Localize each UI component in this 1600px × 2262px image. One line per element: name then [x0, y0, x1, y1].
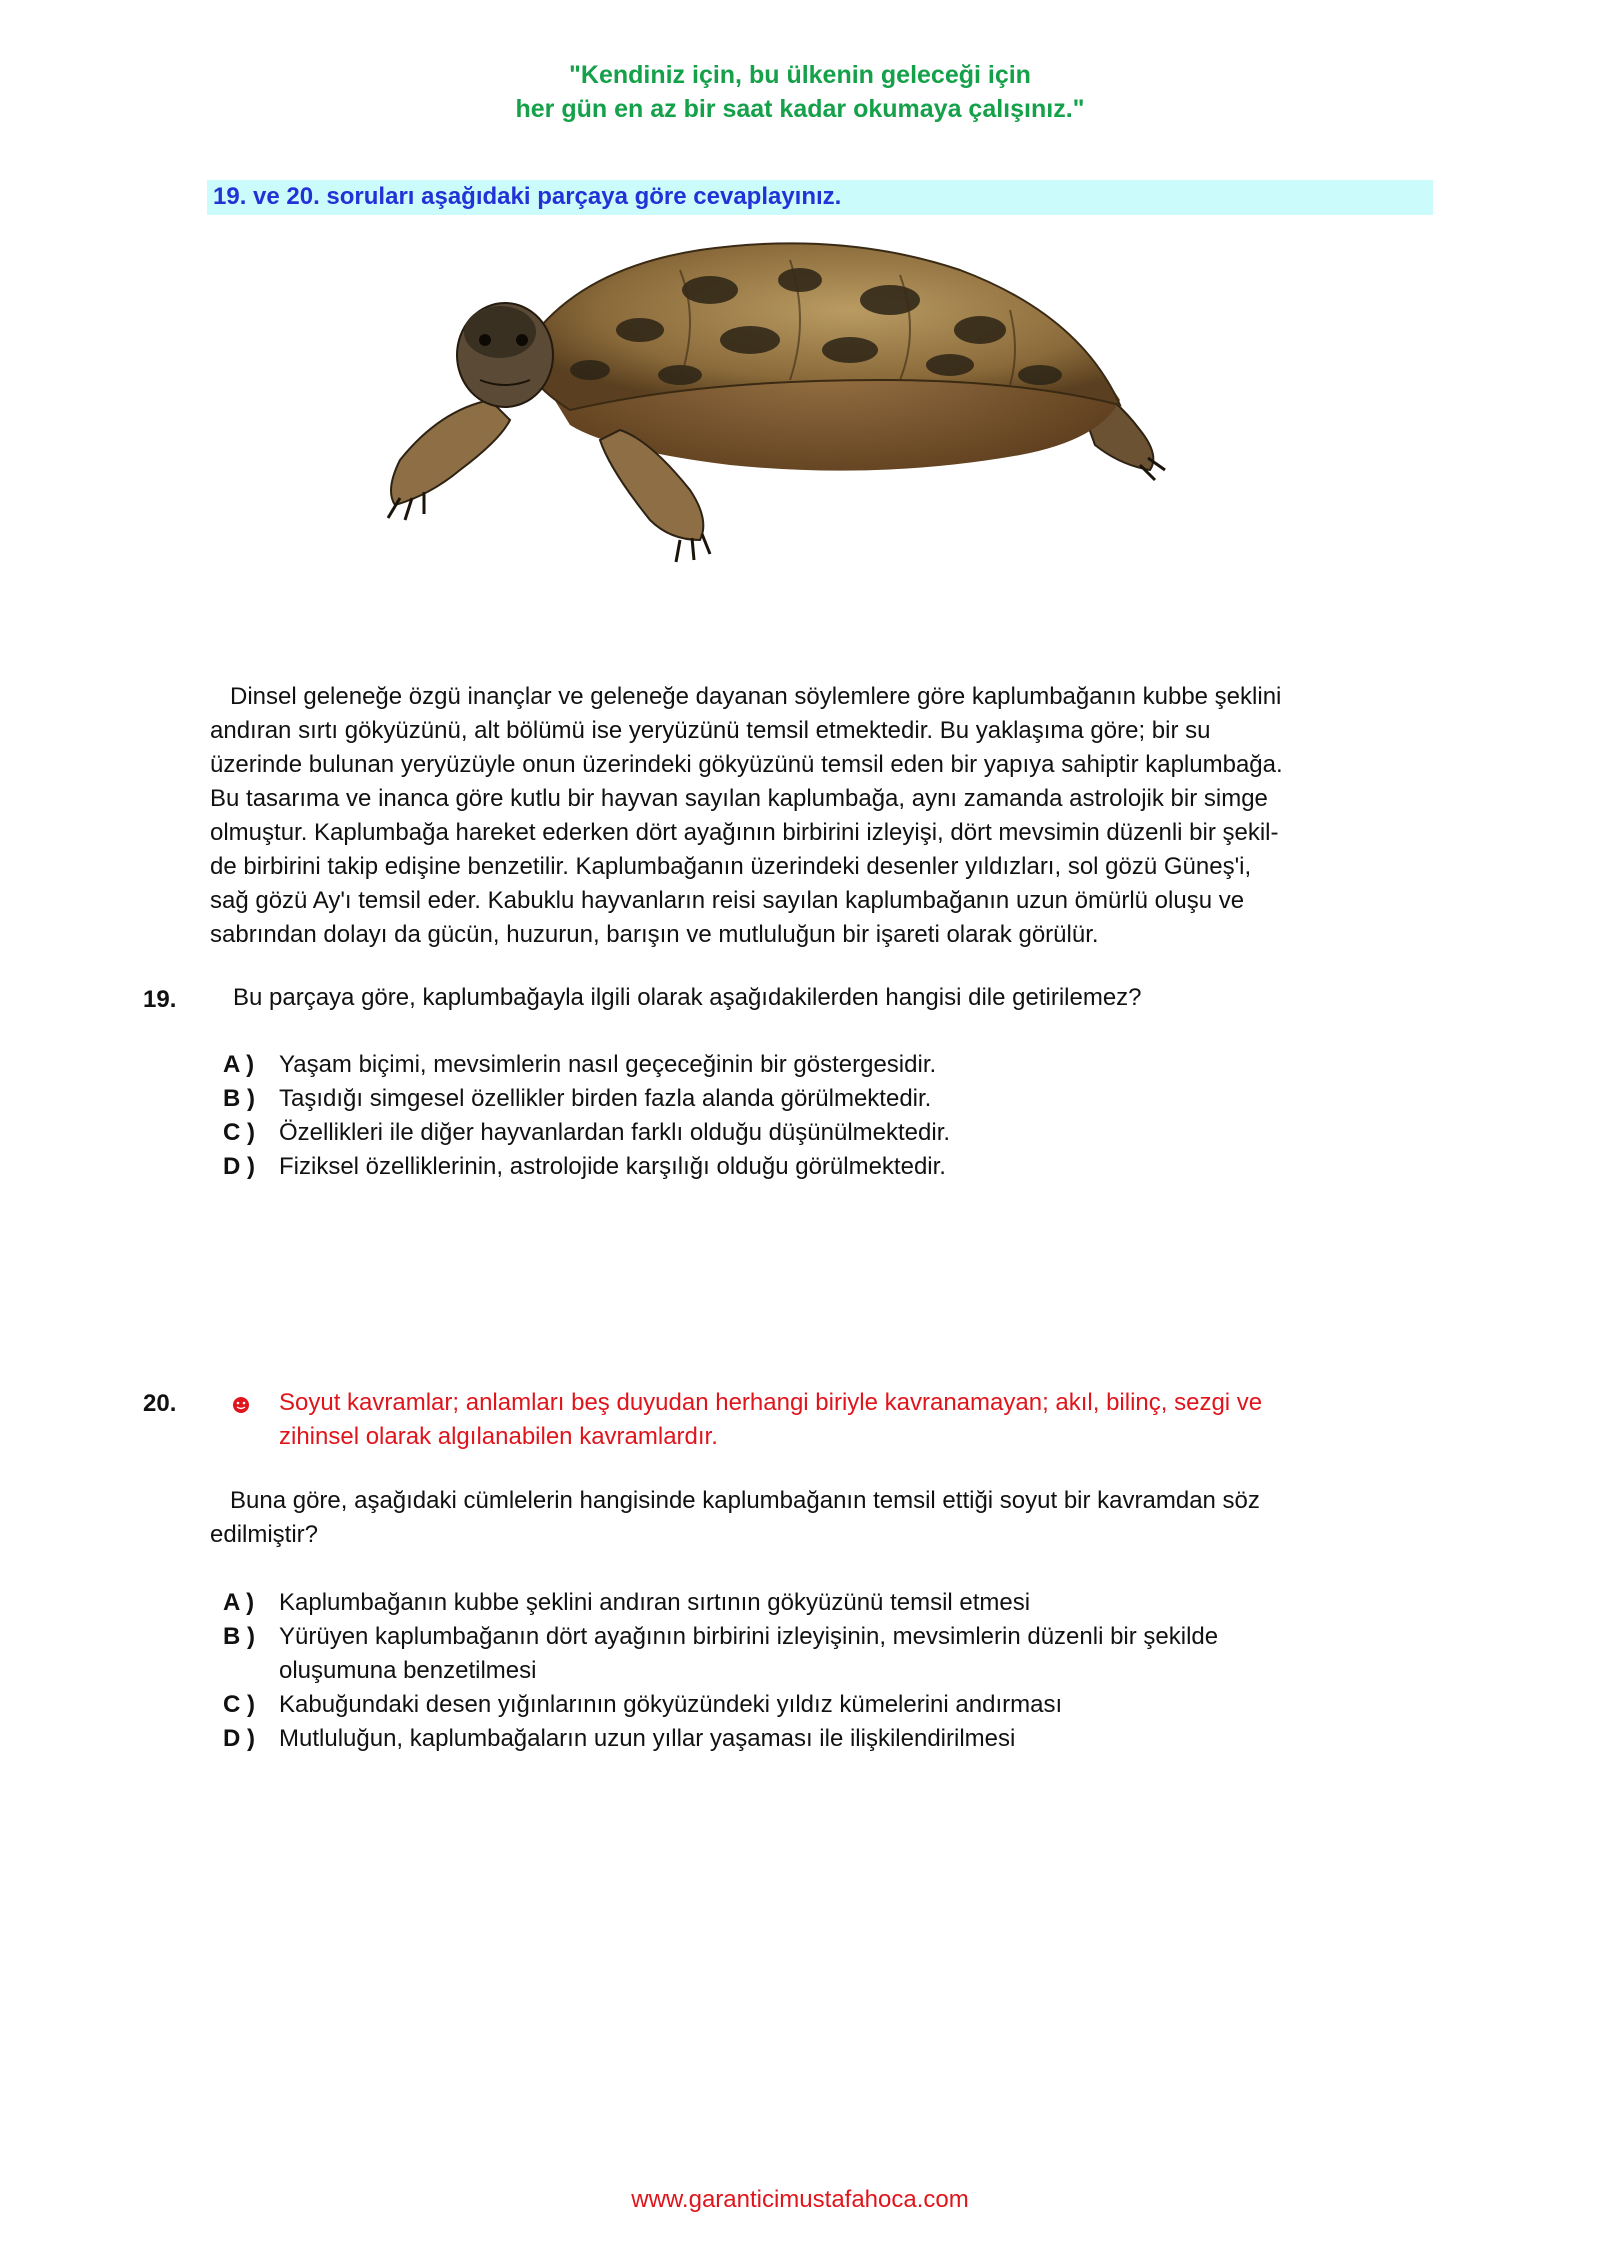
passage-line: üzerinde bulunan yeryüzüyle onun üzerindeki gökyüzünü temsil eden bir yapıya sahiptir kaplumbağa.	[210, 751, 1283, 778]
option-label: A )	[223, 1051, 255, 1078]
option-label: A )	[223, 1589, 255, 1616]
question-20-note-line1: Soyut kavramlar; anlamları beş duyudan herhangi biriyle kavranamayan; akıl, bilinç, sezgi ve	[279, 1389, 1263, 1416]
question-19-text: Bu parçaya göre, kaplumbağayla ilgili olarak aşağıdakilerden hangisi dile getirilemez?	[233, 984, 1142, 1011]
passage-line: Bu tasarıma ve inanca göre kutlu bir hayvan sayılan kaplumbağa, aynı zamanda astrolojik bir simge	[210, 785, 1268, 812]
option-text: Özellikleri ile diğer hayvanlardan farklı olduğu düşünülmektedir.	[279, 1119, 951, 1146]
option-label: B )	[223, 1085, 255, 1112]
passage-line: de birbirini takip edişine benzetilir. Kaplumbağanın üzerindeki desenler yıldızları, sol gözü Güneş'i,	[210, 853, 1252, 880]
option-label: C )	[223, 1119, 255, 1146]
smiley-icon	[232, 1396, 250, 1419]
option-text: Taşıdığı simgesel özellikler birden fazla alanda görülmektedir.	[279, 1085, 932, 1112]
tortoise-image	[380, 240, 1180, 660]
option-label: B )	[223, 1623, 255, 1650]
option-text: Kaplumbağanın kubbe şeklini andıran sırtının gökyüzünü temsil etmesi	[279, 1589, 1031, 1616]
question-20-note-line2: zihinsel olarak algılanabilen kavramlardır.	[279, 1423, 718, 1450]
question-19-number: 19.	[143, 986, 177, 1013]
passage-line: sabrından dolayı da gücün, huzurun, barışın ve mutluluğun bir işareti olarak görülür.	[210, 921, 1099, 948]
option-label: D )	[223, 1725, 255, 1752]
passage-line: olmuştur. Kaplumbağa hareket ederken dört ayağının birbirini izleyişi, dört mevsimin düzenli bir şekil-	[210, 819, 1279, 846]
option-label: C )	[223, 1691, 255, 1718]
option-text: Yaşam biçimi, mevsimlerin nasıl geçeceğinin bir göstergesidir.	[279, 1051, 937, 1078]
option-label: D )	[223, 1153, 255, 1180]
question-20-stem-line2: edilmiştir?	[210, 1521, 319, 1548]
instruction-banner	[207, 180, 1433, 215]
option-text-continued: oluşumuna benzetilmesi	[279, 1657, 537, 1684]
question-20-number: 20.	[143, 1390, 177, 1417]
option-text: Yürüyen kaplumbağanın dört ayağının birbirini izleyişinin, mevsimlerin düzenli bir şekilde	[279, 1623, 1219, 1650]
footer-website-link[interactable]: www.garanticimustafahoca.com	[631, 2186, 969, 2213]
option-text: Kabuğundaki desen yığınlarının gökyüzündeki yıldız kümelerini andırması	[279, 1691, 1063, 1718]
passage-line: Dinsel geleneğe özgü inançlar ve geleneğe dayanan söylemlere göre kaplumbağanın kubbe şeklini	[210, 683, 1282, 710]
passage-line: sağ gözü Ay'ı temsil eder. Kabuklu hayvanların reisi sayılan kaplumbağanın uzun ömürlü oluşu ve	[210, 887, 1245, 914]
option-text: Fiziksel özelliklerinin, astrolojide karşılığı olduğu görülmektedir.	[279, 1153, 946, 1180]
passage	[210, 680, 1430, 952]
header-quote-line2: her gün en az bir saat kadar okumaya çalışınız."	[515, 95, 1085, 123]
option-text: Mutluluğun, kaplumbağaların uzun yıllar yaşaması ile ilişkilendirilmesi	[279, 1725, 1016, 1752]
header-quote-line1: "Kendiniz için, bu ülkenin geleceği için	[569, 61, 1031, 89]
question-20-stem-line1: Buna göre, aşağıdaki cümlelerin hangisinde kaplumbağanın temsil ettiği soyut bir kavramdan söz	[210, 1487, 1260, 1514]
passage-line: andıran sırtı gökyüzünü, alt bölümü ise yeryüzünü temsil etmektedir. Bu yaklaşıma göre; bir su	[210, 717, 1211, 744]
instruction-text: 19. ve 20. soruları aşağıdaki parçaya göre cevaplayınız.	[213, 183, 842, 210]
